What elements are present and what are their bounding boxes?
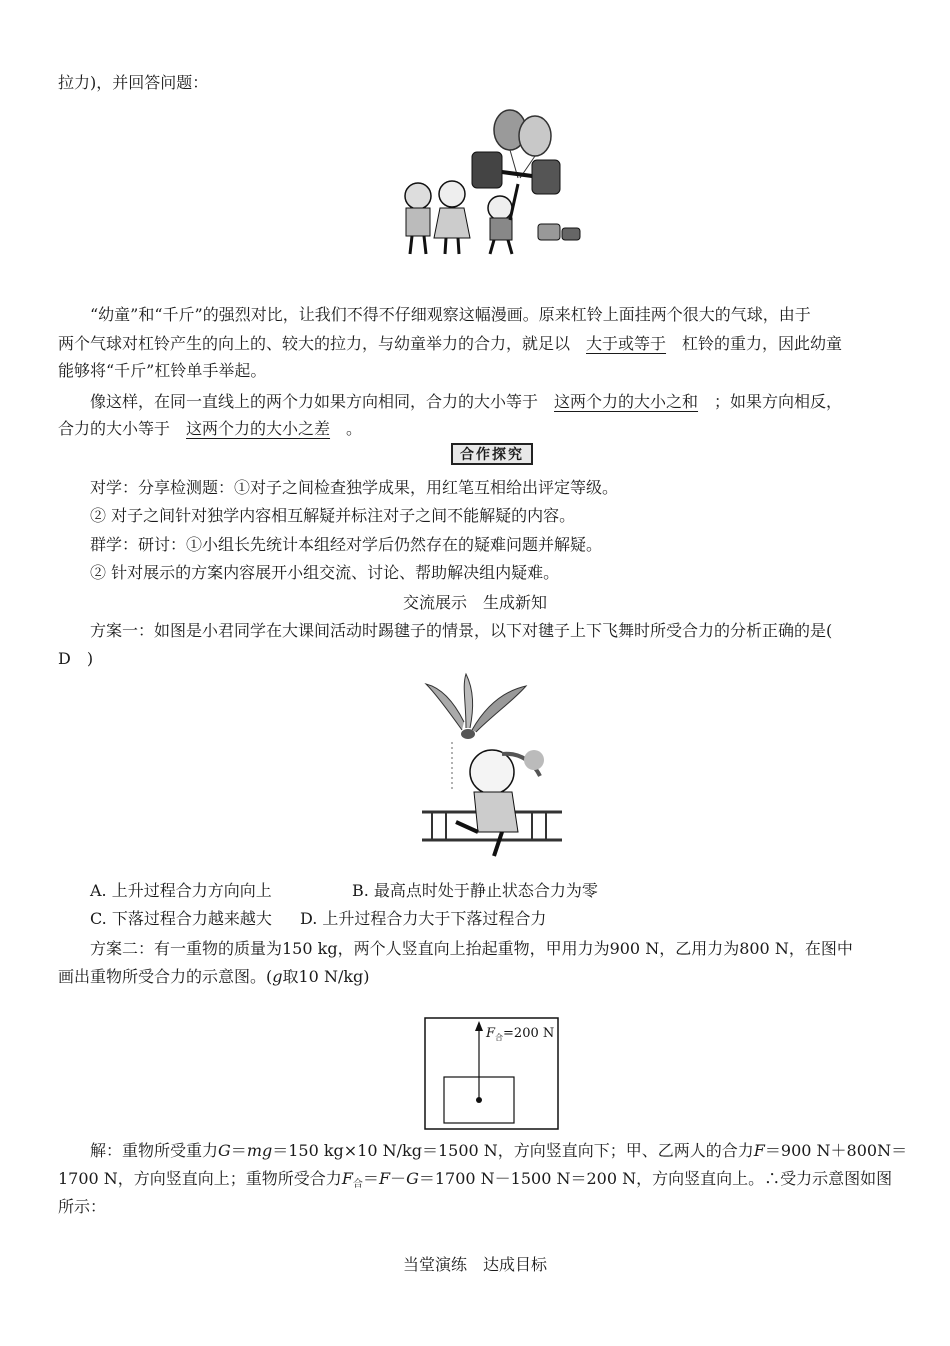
shuttlecock-cartoon bbox=[422, 672, 562, 862]
plan1-question: 方案一：如图是小君同学在大课间活动时踢毽子的情景，以下对毽子上下飞舞时所受合力的分析正确的是( bbox=[90, 621, 833, 640]
option-b: B. 最高点时处于静止状态合力为零 bbox=[352, 881, 598, 900]
answer-blank: 这两个力的大小之差 bbox=[186, 419, 331, 438]
solution-line1: 解：重物所受重力G＝mg＝150 kg×10 N/kg＝1500 N，方向竖直向下；甲、乙两人的合力F＝900 N＋800N＝ bbox=[90, 1141, 908, 1160]
paragraph1-line2: 两个气球对杠铃产生的向上的、较大的拉力，与幼童举力的合力，就足以 大于或等于 杠铃的重力，因此幼童 bbox=[58, 334, 843, 353]
plan1-answer: D ) bbox=[58, 649, 94, 668]
cooperation-line2: ② 对子之间针对独学内容相互解疑并标注对子之间不能解疑的内容。 bbox=[90, 506, 576, 525]
paragraph1-line3: 能够将“千斤”杠铃单手举起。 bbox=[58, 361, 267, 380]
option-d: D. 上升过程合力大于下落过程合力 bbox=[300, 909, 547, 928]
heading-exchange: 交流展示 生成新知 bbox=[402, 593, 547, 612]
solution-line2: 1700 N，方向竖直向上；重物所受合力$F_合=F-G=1700$ N－1500 N＝200 N，方向竖直向上。∴受力示意图如图 bbox=[58, 1169, 893, 1190]
cooperation-line4: ② 针对展示的方案内容展开小组交流、讨论、帮助解决组内疑难。 bbox=[90, 563, 560, 582]
answer-blank: 大于或等于 bbox=[586, 334, 667, 353]
paragraph1-line1: “幼童”和“千斤”的强烈对比，让我们不得不仔细观察这幅漫画。原来杠铃上面挂两个很大的气球，由于 bbox=[90, 305, 811, 324]
intro-text: 拉力)，并回答问题： bbox=[58, 73, 209, 92]
paragraph2-line2: 合力的大小等于 这两个力的大小之差 。 bbox=[58, 419, 363, 438]
paragraph2-line1: 像这样，在同一直线上的两个力如果方向相同，合力的大小等于 这两个力的大小之和 ；如果方向相反， bbox=[90, 392, 843, 411]
solution-line3: 所示： bbox=[58, 1197, 107, 1216]
plan2-question: 方案二：有一重物的质量为150 kg，两个人竖直向上抬起重物，甲用力为900 N，乙用力为800 N，在图中 bbox=[90, 939, 853, 958]
answer-blank: 这两个力的大小之和 bbox=[554, 392, 699, 411]
weightlifting-cartoon bbox=[390, 108, 590, 260]
section-badge-cooperation: 合作探究 bbox=[451, 443, 533, 465]
cooperation-line3: 群学：研讨：①小组长先统计本组经对学后仍然存在的疑难问题并解疑。 bbox=[90, 535, 603, 554]
option-c: C. 下落过程合力越来越大 bbox=[90, 909, 272, 928]
force-label: $F_合=200$ N bbox=[486, 1026, 555, 1042]
shuttlecock-icon bbox=[426, 674, 526, 739]
force-diagram bbox=[424, 1017, 560, 1131]
cooperation-line1: 对学：分享检测题：①对子之间检查独学成果，用红笔互相给出评定等级。 bbox=[90, 478, 619, 497]
heading-practice: 当堂演练 达成目标 bbox=[402, 1255, 547, 1274]
option-a: A. 上升过程合力方向向上 bbox=[90, 881, 272, 900]
plan2-question-line2: 画出重物所受合力的示意图。(g取10 N/kg) bbox=[58, 967, 370, 986]
